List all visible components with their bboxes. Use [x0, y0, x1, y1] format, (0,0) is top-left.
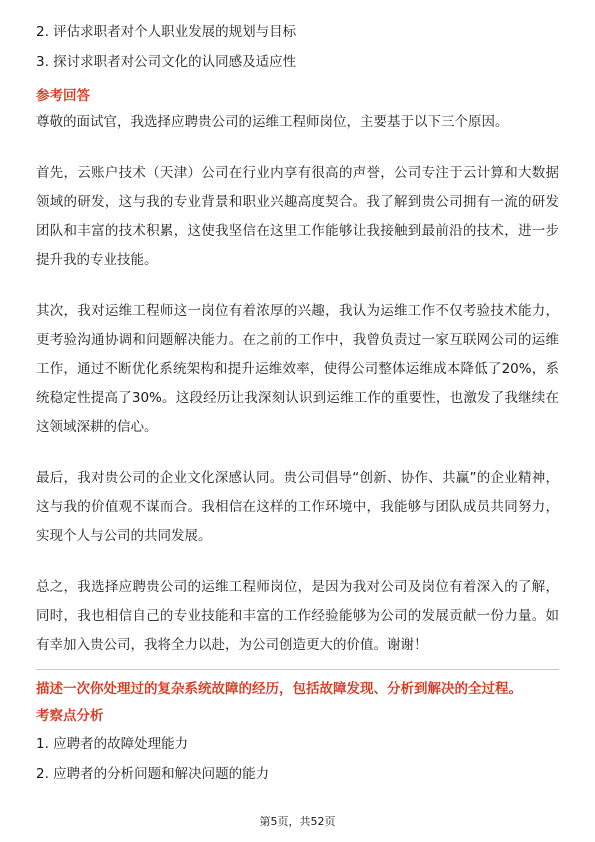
- analysis-heading: 考察点分析: [36, 708, 104, 724]
- paragraph-spacer: [36, 442, 559, 464]
- answer-paragraph-last: 最后，我对贵公司的企业文化深感认同。贵公司倡导“创新、协作、共赢”的企业精神，这与我的价值观不谋而合。我相信在这样的工作环境中，我能够与团队成员共同努力，实现个人与公司的共同发展。: [36, 470, 559, 544]
- answer-paragraph-summary: 总之，我选择应聘贵公司的运维工程师岗位，是因为我对公司及岗位有着深入的了解，同时，我也相信自己的专业技能和丰富的工作经验能够为公司的发展贡献一份力量。如有幸加入贵公司，我将全力以赴，为公司创造更大的价值。谢谢！: [36, 579, 559, 653]
- document-page: [36, 20, 559, 792]
- analysis-item-problem-solving: 2. 应聘者的分析问题和解决问题的能力: [36, 766, 270, 782]
- analysis-item-troubleshooting: 1. 应聘者的故障处理能力: [36, 736, 189, 752]
- paragraph-spacer: [36, 275, 559, 297]
- answer-paragraph-second: 其次，我对运维工程师这一岗位有着浓厚的兴趣，我认为运维工作不仅考验技术能力，更考验沟通协调和问题解决能力。在之前的工作中，我曾负责过一家互联网公司的运维工作，通过不断优化系统架构和提升运维效率，使得公司整体运维成本降低了20%，系统稳定性提高了30%。这段经历让我深刻认识到运维工作的重要性，也激发了我继续在这领域深耕的信心。: [36, 303, 559, 435]
- page-number-footer: 第5页，共52页: [259, 815, 336, 828]
- paragraph-spacer: [36, 551, 559, 573]
- answer-intro: 尊敬的面试官，我选择应聘贵公司的运维工程师岗位，主要基于以下三个原因。: [36, 114, 509, 130]
- list-item-evaluation-goals: 2. 评估求职者对个人职业发展的规划与目标: [36, 24, 297, 40]
- answer-heading: 参考回答: [36, 88, 90, 104]
- list-item-culture-fit: 3. 探讨求职者对公司文化的认同感及适应性: [36, 54, 297, 70]
- interview-question: 描述一次你处理过的复杂系统故障的经历，包括故障发现、分析到解决的全过程。: [36, 681, 522, 697]
- paragraph-spacer: [36, 137, 559, 159]
- section-divider: [36, 669, 559, 670]
- answer-paragraph-first: 首先，云账户技术（天津）公司在行业内享有很高的声誉，公司专注于云计算和大数据领域的研发，这与我的专业背景和职业兴趣高度契合。我了解到贵公司拥有一流的研发团队和丰富的技术积累，这使我坚信在这里工作能够让我接触到最前沿的技术，进一步提升我的专业技能。: [36, 165, 559, 268]
